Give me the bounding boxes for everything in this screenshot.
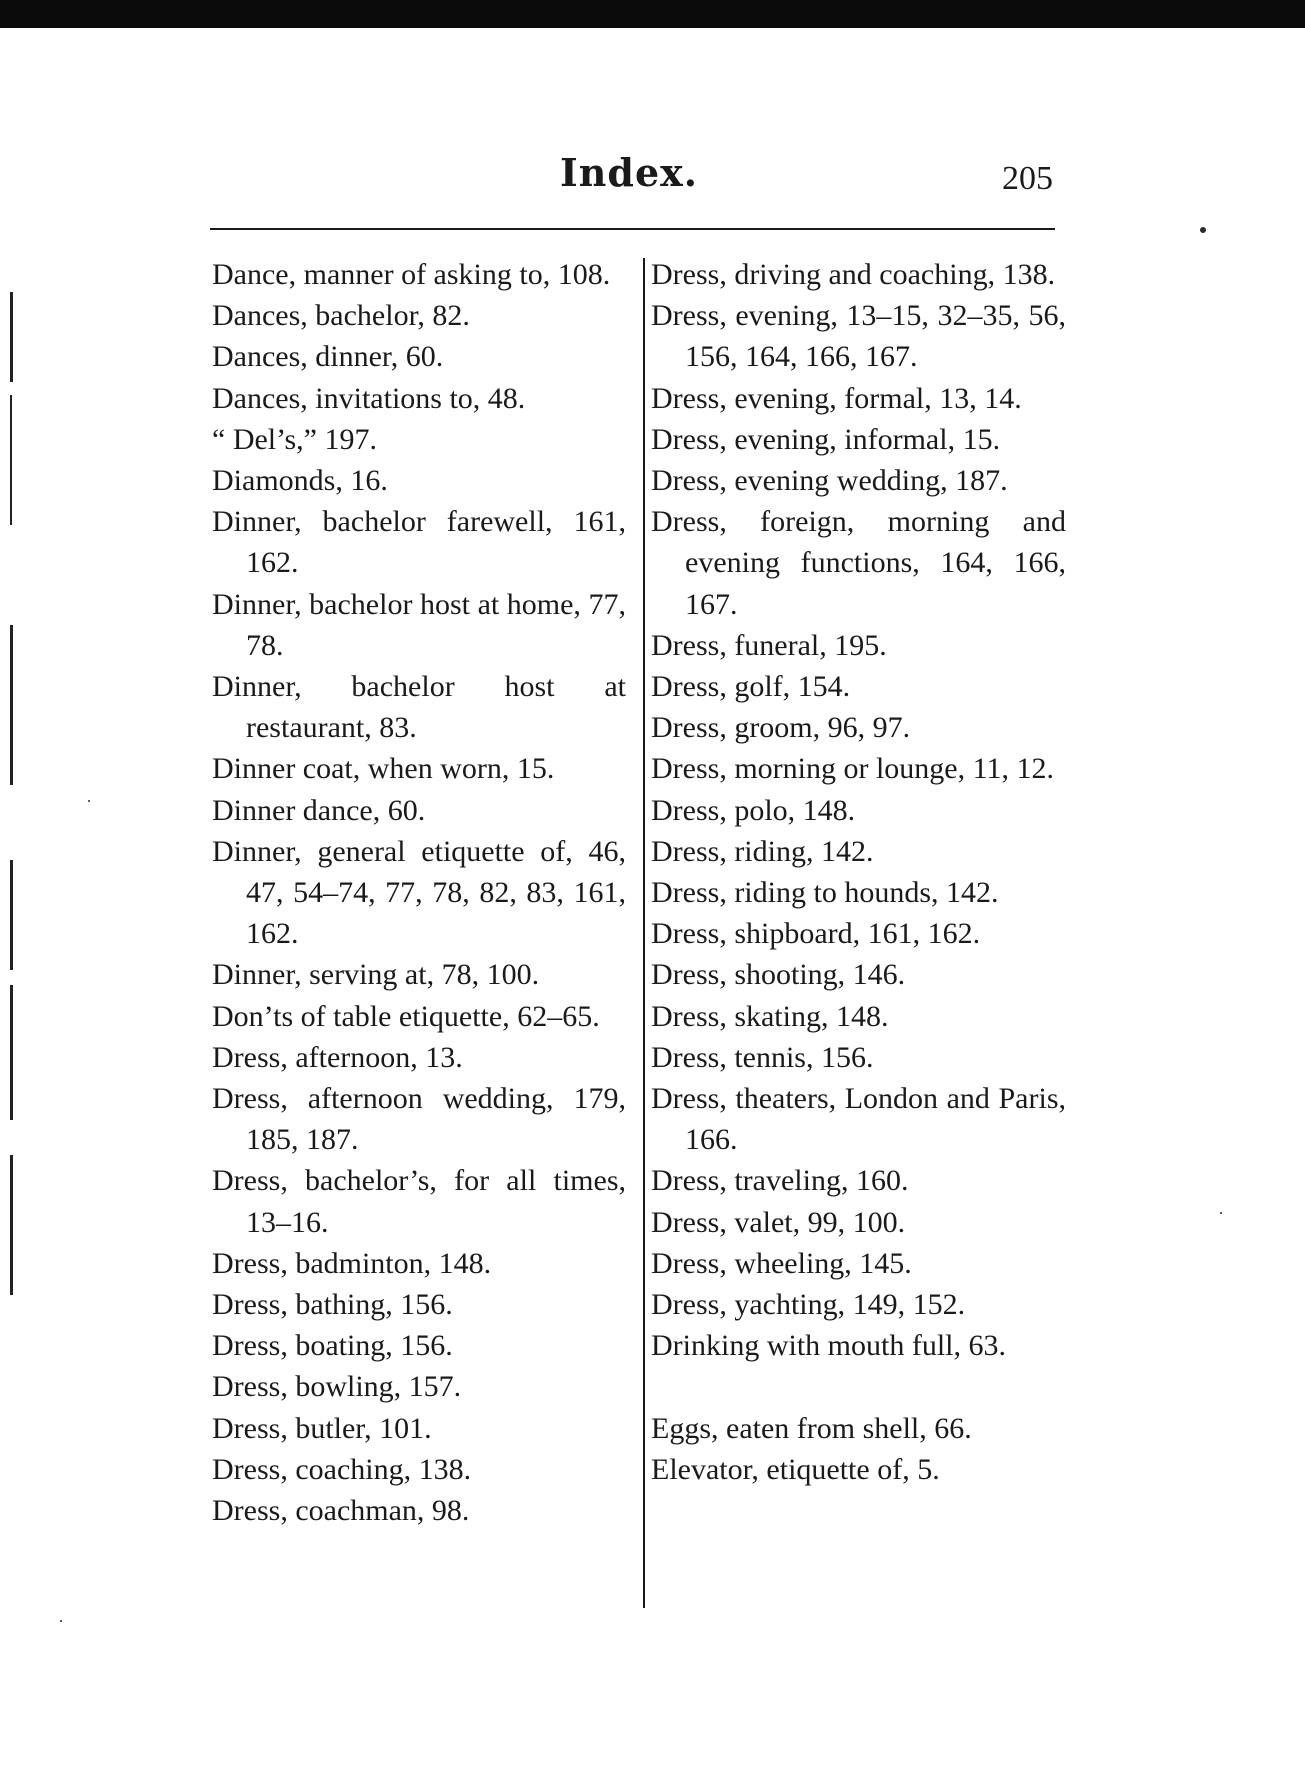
index-entry: Dress, shipboard, 161, 162. bbox=[651, 917, 981, 951]
index-entry: Dress, morning or lounge, 11, 12. bbox=[651, 752, 1055, 786]
index-entry: Dress, bowling, 157. bbox=[212, 1370, 462, 1404]
scan-edge-mark bbox=[10, 625, 13, 785]
index-entry: Dinner dance, 60. bbox=[212, 793, 426, 827]
scan-speck bbox=[88, 800, 90, 802]
index-entry: Drinking with mouth full, 63. bbox=[651, 1329, 1006, 1363]
index-entry: Dress, theaters, London and Paris, 166. bbox=[651, 1082, 1066, 1157]
scan-edge-mark bbox=[10, 395, 12, 525]
scan-speck bbox=[1220, 1212, 1222, 1214]
index-entry: Dress, coachman, 98. bbox=[212, 1494, 470, 1528]
index-entry: Dress, tennis, 156. bbox=[651, 1040, 874, 1074]
index-entry: Dress, boating, 156. bbox=[212, 1329, 453, 1363]
index-entry: “ Del’s,” 197. bbox=[212, 422, 377, 456]
index-entry: Dress, traveling, 160. bbox=[651, 1164, 909, 1198]
index-entry: Dinner, bachelor farewell, 161, 162. bbox=[212, 505, 626, 580]
index-entry: Dances, bachelor, 82. bbox=[212, 299, 470, 333]
index-entry: Dress, wheeling, 145. bbox=[651, 1246, 912, 1280]
index-entry: Dance, manner of asking to, 108. bbox=[212, 258, 611, 291]
index-entry: Dress, shooting, 146. bbox=[651, 958, 906, 992]
scan-edge-mark bbox=[10, 985, 13, 1120]
index-entry: Diamonds, 16. bbox=[212, 464, 388, 498]
index-entry: Dress, riding, 142. bbox=[651, 834, 874, 868]
index-entry: Dinner, serving at, 78, 100. bbox=[212, 958, 540, 992]
index-entry: Eggs, eaten from shell, 66. bbox=[651, 1411, 972, 1445]
scan-edge-mark bbox=[10, 292, 13, 382]
index-entry: Dress, foreign, morning and evening functions, 164, 166, 167. bbox=[651, 505, 1066, 621]
index-entry: Dress, yachting, 149, 152. bbox=[651, 1288, 966, 1322]
scan-edge-mark bbox=[10, 1155, 13, 1295]
index-entry: Dinner, general etiquette of, 46, 47, 54–74, 77, 78, 82, 83, 161, 162. bbox=[212, 834, 626, 951]
section-gap bbox=[651, 1366, 1066, 1407]
index-entry: Dress, skating, 148. bbox=[651, 999, 889, 1033]
index-entry: Dress, evening, 13–15, 32–35, 56, 156, 164, 166, 167. bbox=[651, 299, 1066, 374]
index-entry: Dress, bathing, 156. bbox=[212, 1288, 453, 1322]
index-entry: Dress, afternoon wedding, 179, 185, 187. bbox=[212, 1082, 626, 1157]
scan-top-border bbox=[0, 0, 1305, 28]
index-entry: Dress, driving and coaching, 138. bbox=[651, 258, 1056, 291]
index-entry: Dress, butler, 101. bbox=[212, 1411, 432, 1445]
page-number: 205 bbox=[1002, 160, 1053, 197]
index-entry: Dress, badminton, 148. bbox=[212, 1246, 492, 1280]
header-rule bbox=[210, 228, 1055, 230]
scan-speck bbox=[60, 1620, 62, 1622]
index-entry: Dances, dinner, 60. bbox=[212, 340, 444, 374]
index-entry: Dress, afternoon, 13. bbox=[212, 1040, 463, 1074]
index-entry: Dress, groom, 96, 97. bbox=[651, 711, 911, 745]
index-entry: Elevator, etiquette of, 5. bbox=[651, 1452, 940, 1486]
index-entry: Dress, funeral, 195. bbox=[651, 628, 887, 662]
index-entry: Dress, evening, informal, 15. bbox=[651, 422, 1001, 456]
index-entry: Dress, bachelor’s, for all times, 13–16. bbox=[212, 1164, 626, 1239]
index-entry: Dinner coat, when worn, 15. bbox=[212, 752, 555, 786]
scan-edge-mark bbox=[10, 860, 13, 970]
index-entry: Dress, golf, 154. bbox=[651, 670, 851, 704]
index-entry: Dress, evening wedding, 187. bbox=[651, 464, 1008, 498]
index-entry: Dinner, bachelor host at home, 77, 78. bbox=[212, 587, 626, 662]
column-divider bbox=[643, 258, 645, 1608]
scan-speck bbox=[1200, 227, 1206, 233]
index-entry: Dress, valet, 99, 100. bbox=[651, 1205, 906, 1239]
index-entry: Don’ts of table etiquette, 62–65. bbox=[212, 999, 600, 1033]
index-column-right bbox=[651, 254, 1066, 1490]
index-entry: Dress, coaching, 138. bbox=[212, 1452, 472, 1486]
index-entry: Dress, polo, 148. bbox=[651, 793, 856, 827]
index-entry: Dress, riding to hounds, 142. bbox=[651, 876, 999, 910]
page-title: Index. bbox=[560, 150, 699, 195]
index-entry: Dinner, bachelor host at restaurant, 83. bbox=[212, 670, 626, 745]
index-entry: Dances, invitations to, 48. bbox=[212, 381, 526, 415]
index-entry: Dress, evening, formal, 13, 14. bbox=[651, 381, 1022, 415]
index-column-left bbox=[212, 254, 626, 1531]
